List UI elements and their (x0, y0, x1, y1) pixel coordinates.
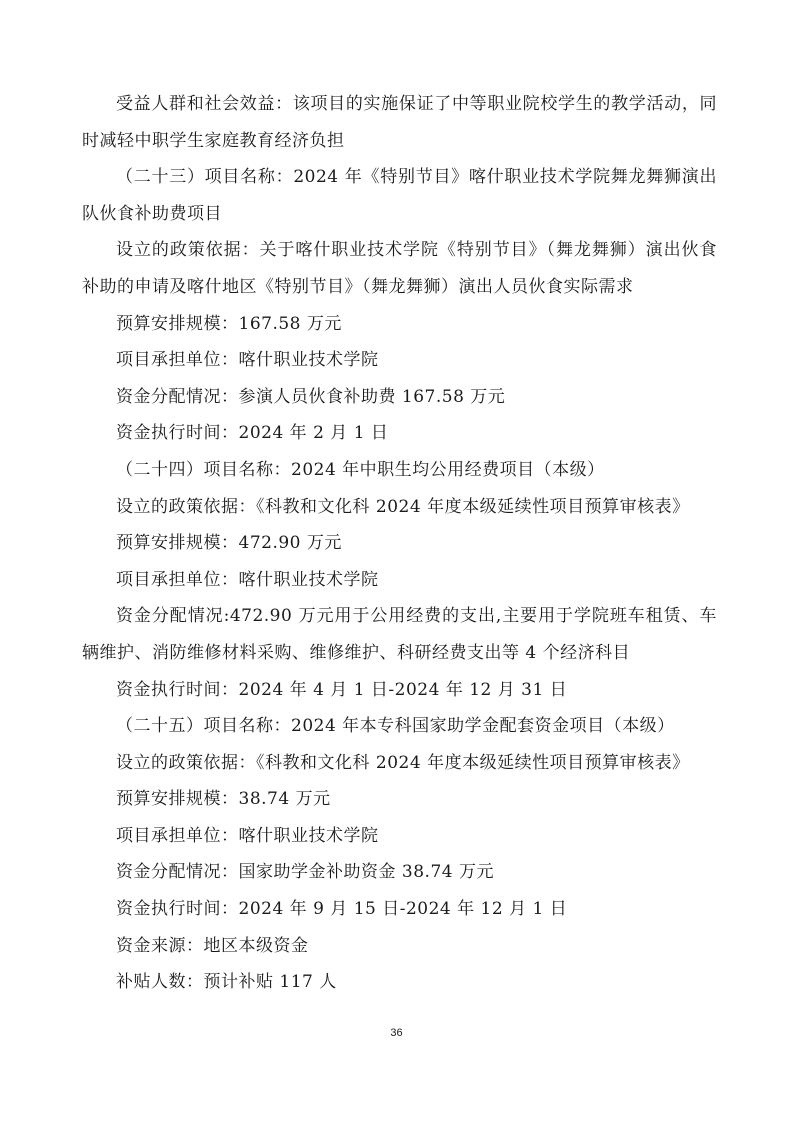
paragraph-project-23-execution: 资金执行时间：2024 年 2 月 1 日 (116, 423, 389, 444)
paragraph-project-23-unit: 项目承担单位：喀什职业技术学院 (116, 350, 379, 371)
paragraph-project-25-title: （二十五）项目名称：2024 年本专科国家助学金配套资金项目（本级） (116, 716, 675, 737)
paragraph-project-25-subsidy-count: 补贴人数：预计补贴 117 人 (116, 972, 337, 993)
page-number: 36 (390, 1027, 403, 1039)
paragraph-beneficiaries: 受益人群和社会效益：该项目的实施保证了中等职业院校学生的教学活动，同时减轻中职学生家庭教育经济负担 (82, 94, 717, 151)
paragraph-project-24-policy: 设立的政策依据：《科教和文化科 2024 年度本级延续性项目预算审核表》 (116, 496, 690, 517)
paragraph-project-25-execution: 资金执行时间：2024 年 9 月 15 日-2024 年 12 月 1 日 (116, 899, 568, 920)
paragraph-project-25-policy: 设立的政策依据：《科教和文化科 2024 年度本级延续性项目预算审核表》 (116, 752, 690, 773)
paragraph-project-24-allocation: 资金分配情况:472.90 万元用于公用经费的支出,主要用于学院班车租赁、车辆维护、消防维修材料采购、维修维护、科研经费支出等 4 个经济科目 (82, 606, 717, 663)
paragraph-project-23-title: （二十三）项目名称：2024 年《特别节目》喀什职业技术学院舞龙舞狮演出队伙食补助费项目 (82, 167, 717, 224)
paragraph-project-25-allocation: 资金分配情况：国家助学金补助资金 38.74 万元 (116, 862, 494, 883)
paragraph-project-25-unit: 项目承担单位：喀什职业技术学院 (116, 825, 379, 846)
paragraph-project-25-budget: 预算安排规模：38.74 万元 (116, 789, 331, 810)
paragraph-project-24-unit: 项目承担单位：喀什职业技术学院 (116, 569, 379, 590)
paragraph-project-23-budget: 预算安排规模：167.58 万元 (116, 313, 342, 334)
paragraph-project-24-title: （二十四）项目名称：2024 年中职生均公用经费项目（本级） (116, 459, 605, 480)
document-body (82, 86, 717, 1001)
paragraph-project-23-policy: 设立的政策依据：关于喀什职业技术学院《特别节目》（舞龙舞狮）演出伙食补助的申请及喀什地区《特别节目》（舞龙舞狮）演出人员伙食实际需求 (82, 240, 717, 297)
paragraph-project-25-funding-source: 资金来源：地区本级资金 (116, 935, 309, 956)
paragraph-project-23-allocation: 资金分配情况：参演人员伙食补助费 167.58 万元 (116, 386, 506, 407)
paragraph-project-24-execution: 资金执行时间：2024 年 4 月 1 日-2024 年 12 月 31 日 (116, 679, 568, 700)
paragraph-project-24-budget: 预算安排规模：472.90 万元 (116, 533, 342, 554)
